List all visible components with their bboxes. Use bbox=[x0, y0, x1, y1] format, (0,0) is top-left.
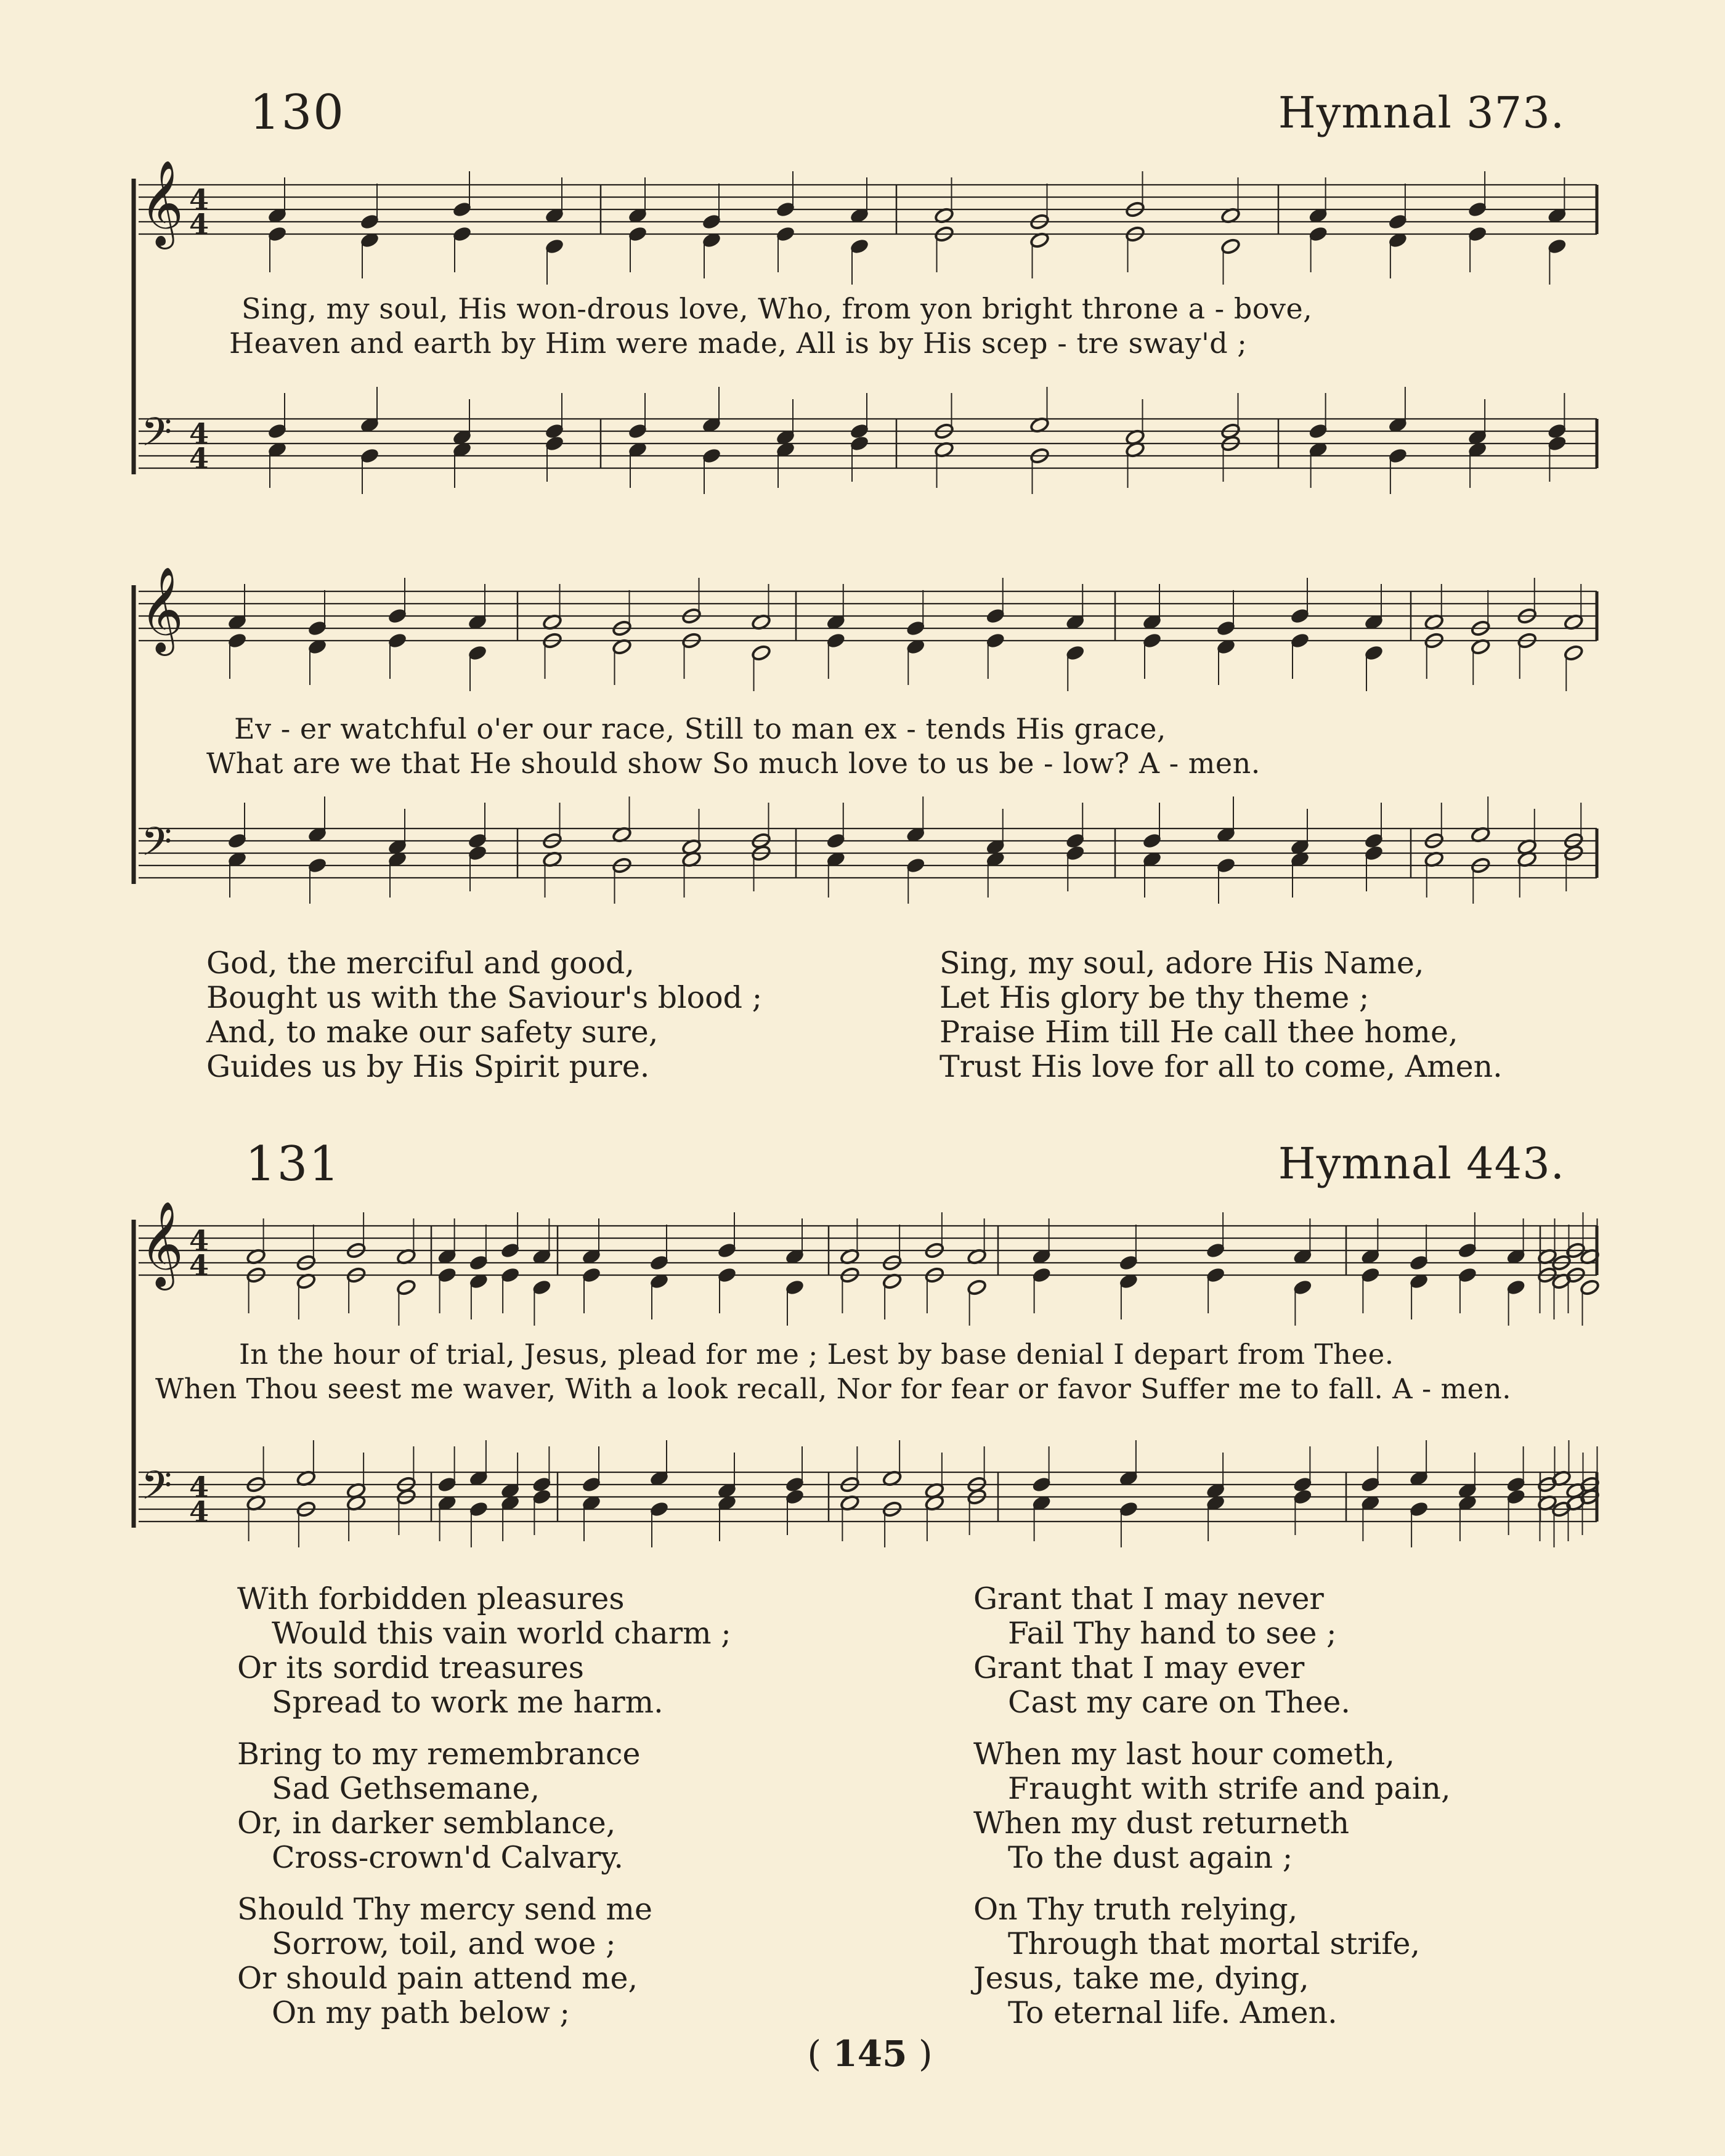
hymn-number: 130 bbox=[250, 85, 345, 140]
time-signature: 4 bbox=[189, 1495, 209, 1528]
time-signature: 4 bbox=[189, 208, 209, 241]
verse-line: On Thy truth relying, bbox=[973, 1892, 1298, 1927]
verse-line: Jesus, take me, dying, bbox=[973, 1961, 1309, 1996]
verse-line: Grant that I may never bbox=[973, 1581, 1324, 1616]
verse bbox=[940, 946, 1503, 1084]
verse-line: Bought us with the Saviour's blood ; bbox=[206, 980, 763, 1015]
lyric-line: Sing, my soul, His won-drous love, Who, from yon bright throne a - bove, bbox=[242, 292, 1313, 325]
time-signature: 4 bbox=[189, 417, 209, 450]
time-signature: 4 bbox=[189, 1470, 209, 1504]
lyric-line: What are we that He should show So much love to us be - low? A - men. bbox=[206, 747, 1260, 780]
verse-line: Let His glory be thy theme ; bbox=[940, 980, 1370, 1015]
verse-line: Fraught with strife and pain, bbox=[1008, 1771, 1451, 1806]
verse-line: Bring to my remembrance bbox=[237, 1737, 641, 1772]
lyric-line: In the hour of trial, Jesus, plead for me ; Lest by base denial I depart from Thee. bbox=[239, 1338, 1394, 1371]
page-number: ( 145 ) bbox=[807, 2033, 933, 2075]
treble-clef: 𝄞 bbox=[140, 1201, 184, 1287]
verse-line: Or its sordid treasures bbox=[237, 1650, 584, 1685]
verse-line: Sorrow, toil, and woe ; bbox=[272, 1926, 616, 1961]
verse-line: God, the merciful and good, bbox=[206, 946, 635, 981]
stanza bbox=[237, 1582, 731, 1720]
verse-line: With forbidden pleasures bbox=[237, 1581, 625, 1616]
verse-line: Grant that I may ever bbox=[973, 1650, 1305, 1685]
lyric-line: When Thou seest me waver, With a look recall, Nor for fear or favor Suffer me to fall. A - men. bbox=[155, 1372, 1512, 1405]
treble-clef: 𝄞 bbox=[140, 567, 184, 652]
bass-clef: 𝄢 bbox=[141, 819, 172, 875]
verse-column-left bbox=[237, 1582, 731, 2048]
verse-line: To the dust again ; bbox=[1008, 1840, 1293, 1875]
stanza bbox=[973, 1737, 1451, 1875]
time-signature: 4 bbox=[189, 1249, 209, 1282]
verse-line: Sing, my soul, adore His Name, bbox=[940, 946, 1424, 981]
verse-line: Cross-crown'd Calvary. bbox=[272, 1840, 623, 1875]
verse-line: Sad Gethsemane, bbox=[272, 1771, 540, 1806]
hymn-number: 131 bbox=[245, 1137, 341, 1192]
verse-line: Cast my care on Thee. bbox=[1008, 1685, 1350, 1720]
verse-line: Trust His love for all to come, Amen. bbox=[940, 1049, 1503, 1084]
verse-line: Or, in darker semblance, bbox=[237, 1805, 616, 1841]
verse-line: Praise Him till He call thee home, bbox=[940, 1015, 1458, 1050]
time-signature: 4 bbox=[189, 183, 209, 216]
verse-line: Would this vain world charm ; bbox=[272, 1616, 731, 1651]
verse-line: Should Thy mercy send me bbox=[237, 1892, 652, 1927]
verse-line: To eternal life. Amen. bbox=[1008, 1995, 1337, 2030]
time-signature: 4 bbox=[189, 1224, 209, 1257]
bass-clef: 𝄢 bbox=[141, 1463, 172, 1518]
treble-clef: 𝄞 bbox=[140, 160, 184, 246]
verse-line: When my last hour cometh, bbox=[973, 1737, 1395, 1772]
page-number-value: 145 bbox=[832, 2033, 907, 2075]
verse-line: On my path below ; bbox=[272, 1995, 570, 2030]
stanza bbox=[237, 1737, 731, 1875]
verse-line: Guides us by His Spirit pure. bbox=[206, 1049, 650, 1084]
verse bbox=[206, 946, 762, 1084]
stanza bbox=[973, 1582, 1451, 1720]
verse-line: Through that mortal strife, bbox=[1008, 1926, 1421, 1961]
hymnal-reference: Hymnal 443. bbox=[1278, 1138, 1565, 1189]
lyric-line: Heaven and earth by Him were made, All is by His scep - tre sway'd ; bbox=[229, 326, 1248, 360]
verse-line: Fail Thy hand to see ; bbox=[1008, 1616, 1337, 1651]
hymnal-reference: Hymnal 373. bbox=[1278, 87, 1565, 138]
stanza bbox=[973, 1892, 1451, 2030]
lyric-line: Ev - er watchful o'er our race, Still to man ex - tends His grace, bbox=[234, 712, 1166, 745]
bass-clef: 𝄢 bbox=[141, 410, 172, 465]
time-signature: 4 bbox=[189, 442, 209, 475]
verse-line: Spread to work me harm. bbox=[272, 1685, 664, 1720]
verse-column-right bbox=[973, 1582, 1451, 2048]
verse-line: When my dust returneth bbox=[973, 1805, 1350, 1841]
verse-line: Or should pain attend me, bbox=[237, 1961, 638, 1996]
verse-line: And, to make our safety sure, bbox=[206, 1015, 659, 1050]
stanza bbox=[237, 1892, 731, 2030]
